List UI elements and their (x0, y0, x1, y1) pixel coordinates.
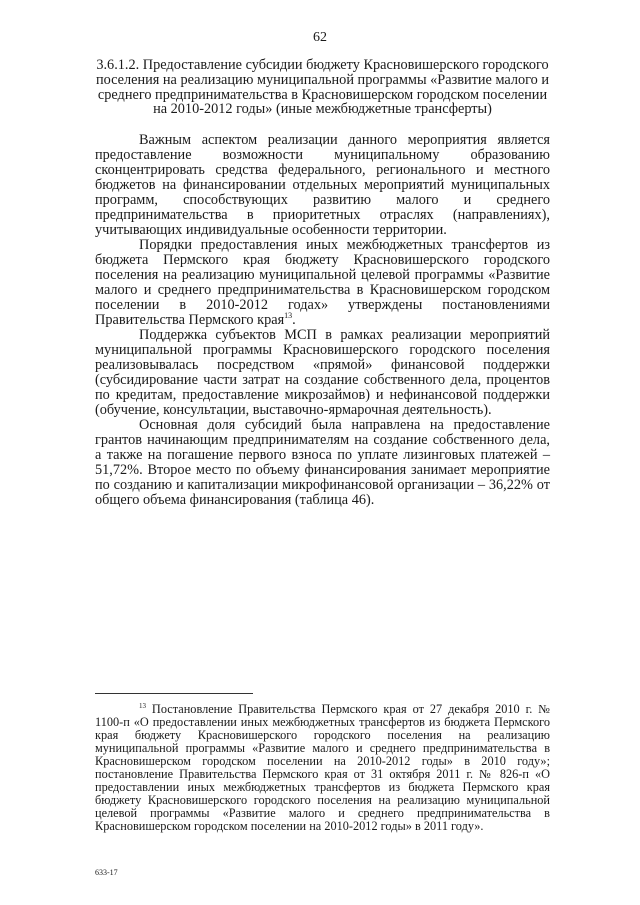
paragraph-2 (95, 238, 550, 328)
paragraph-4: Основная доля субсидий была направлена на предоставление грантов начинающим предпринимателям на создание собственного дела, а также на погашение первого взноса по уплате лизинговых платежей – 51,72%. Второе место по объему финансирования занимает мероприятие по созданию и капитализации микрофинансовой организации – 36,22% от общего объема финансирования (таблица 46). (95, 417, 550, 508)
paragraph-3: Поддержка субъектов МСП в рамках реализации мероприятий муниципальной программы Красновишерского городского поселения реализовывалась посредством «прямой» финансовой поддержки (субсидирование части затрат на создание собственного дела, процентов по кредитам, предоставление микрозаймов) и нефинансовой поддержки (обучение, консультации, выставочно-ярмарочная деятельность). (95, 327, 550, 418)
section-heading: 3.6.1.2. Предоставление субсидии бюджету Красновишерского городского поселения на реализацию муниципальной программы «Развитие малого и среднего предпринимательства в Красновишерском городском поселении на 2010-2012 годы» (иные межбюджетные трансферты) (95, 57, 550, 118)
footnote-text: Постановление Правительства Пермского края от 27 декабря 2010 г. № 1100-п «О предоставлении иных межбюджетных трансфертов из бюджета Пермского края бюджету Красновишерского городского поселения на реализацию муниципальной программы «Развитие малого и среднего предпринимательства в Красновишерском городском поселении на 2010-2012 годы» в 2010 году»; постановление Правительства Пермского края от 31 октября 2011 г. № 826-п «О предоставлении иных межбюджетных трансфертов из бюджета Пермского края бюджету Красновишерского городского поселения на реализацию муниципальной целевой программы «Развитие малого и среднего предпринимательства в Красновишерском городском поселении на 2010-2012 годы» в 2011 году». (95, 702, 550, 833)
document-code: 633-17 (95, 868, 118, 877)
paragraph-2-end: . (292, 312, 296, 328)
body-text (95, 133, 550, 508)
footnote-separator (95, 693, 253, 694)
paragraph-1: Важным аспектом реализации данного мероприятия является предоставление возможности муниципальному образованию сконцентрировать средства федерального, регионального и местного бюджетов на финансировании отдельных мероприятий муниципальных программ, способствующих развитию малого и среднего предпринимательства в приоритетных отраслях (направлениях), учитывающих индивидуальные особенности территории. (95, 132, 550, 238)
footnote-reference: 13 (284, 311, 293, 321)
paragraph-2-text: Порядки предоставления иных межбюджетных трансфертов из бюджета Пермского края бюджету Красновишерского городского поселения на реализацию муниципальной целевой программы «Развитие малого и среднего предпринимательства в Красновишерском городском поселении в 2010-2012 годах» утверждены постановлениями Правительства Пермского края (95, 237, 550, 328)
footnote-mark: 13 (139, 701, 146, 710)
page-number: 62 (313, 30, 327, 45)
footnote (95, 703, 550, 833)
